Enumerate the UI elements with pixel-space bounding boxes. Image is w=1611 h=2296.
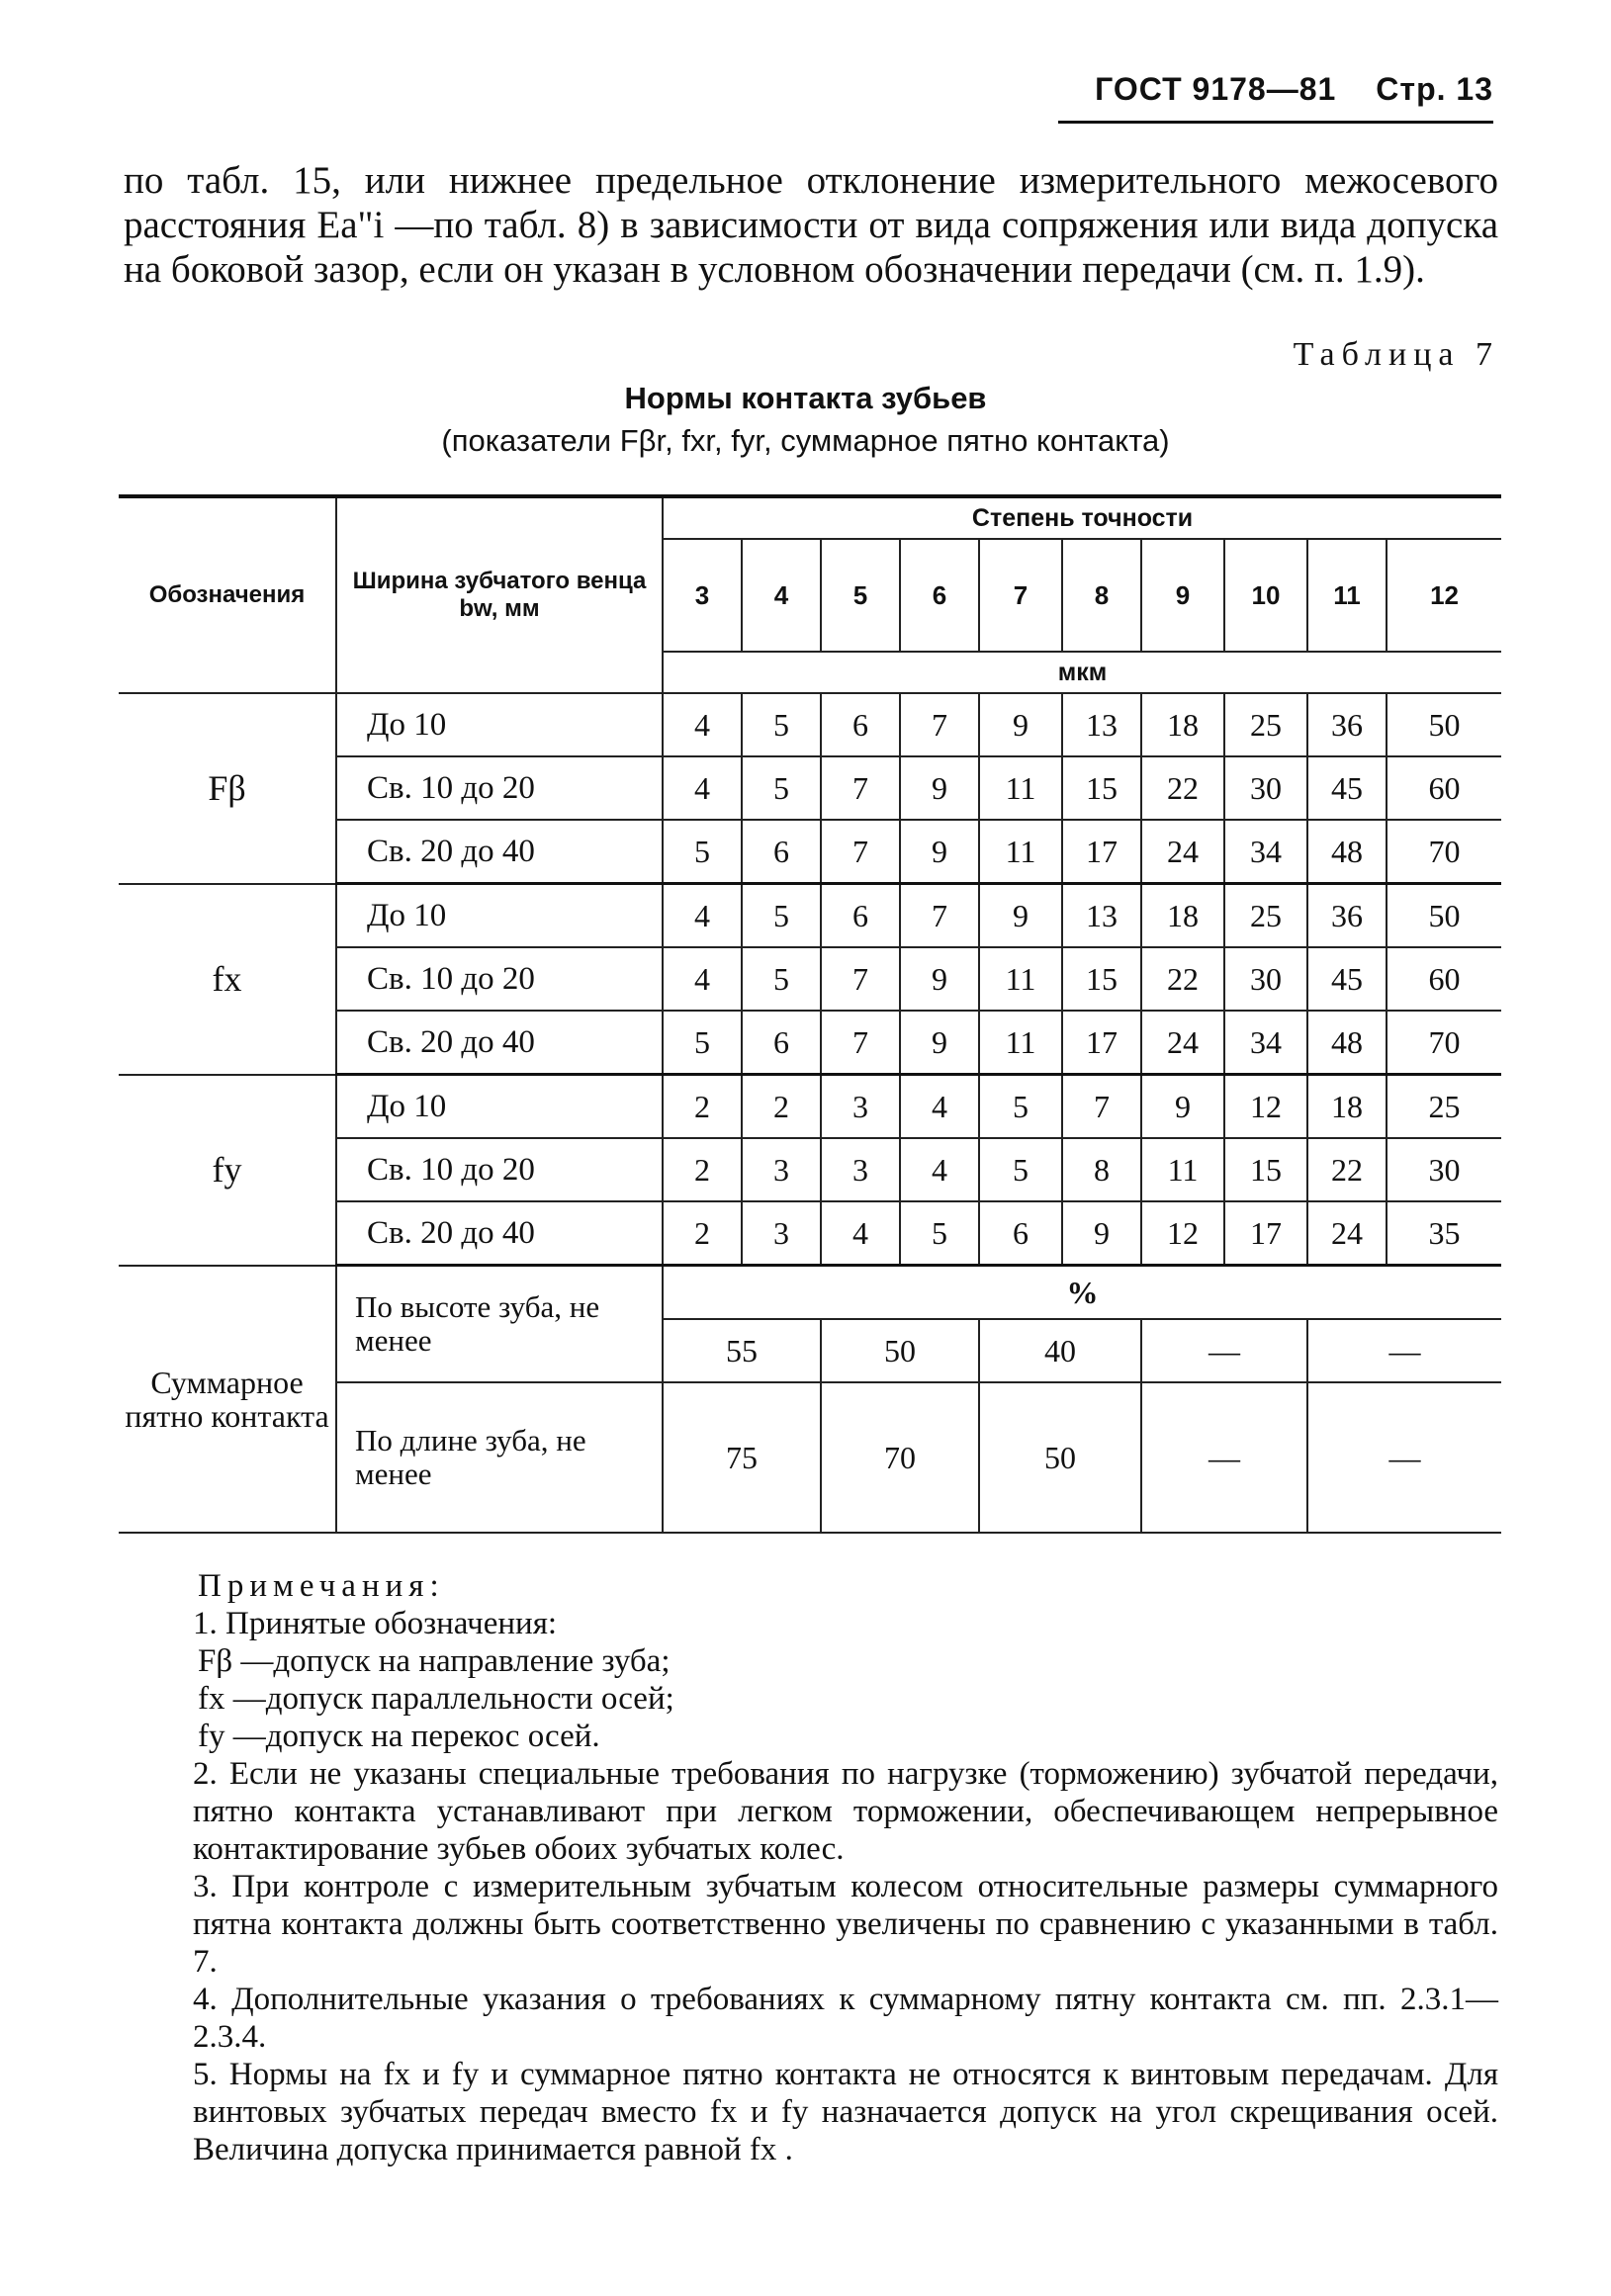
value-cell: 34: [1224, 1011, 1307, 1075]
length-value: —: [1141, 1382, 1307, 1533]
value-cell: 11: [979, 947, 1062, 1011]
grade-header: 10: [1224, 539, 1307, 652]
value-cell: 30: [1224, 947, 1307, 1011]
height-value: 40: [979, 1319, 1141, 1382]
value-cell: 5: [663, 820, 742, 884]
value-cell: 3: [821, 1138, 900, 1201]
grade-header: 11: [1307, 539, 1387, 652]
grade-header: 9: [1141, 539, 1224, 652]
value-cell: 7: [821, 1011, 900, 1075]
value-cell: 12: [1224, 1075, 1307, 1139]
height-value: —: [1141, 1319, 1307, 1382]
notes-section: [124, 1567, 1498, 2168]
value-cell: 5: [742, 756, 821, 820]
value-cell: 7: [821, 820, 900, 884]
width-range: До 10: [336, 693, 663, 756]
width-range: Св. 20 до 40: [336, 1011, 663, 1075]
value-cell: 24: [1141, 1011, 1224, 1075]
value-cell: 6: [821, 884, 900, 948]
value-cell: 18: [1307, 1075, 1387, 1139]
note-def-fx: fx —допуск параллельности осей;: [198, 1681, 674, 1717]
height-value: 55: [663, 1319, 821, 1382]
value-cell: 5: [742, 693, 821, 756]
value-cell: 17: [1062, 820, 1141, 884]
width-header: Ширина зубчатого венца bw, мм: [336, 496, 663, 693]
note-4: 4. Дополнительные указания о требованиях к суммарному пятну контакта см. пп. 2.3.1—2.3.4.: [193, 1982, 1498, 2055]
value-cell: 4: [821, 1201, 900, 1266]
value-cell: 22: [1307, 1138, 1387, 1201]
value-cell: 17: [1062, 1011, 1141, 1075]
value-cell: 15: [1062, 756, 1141, 820]
note-def-fbeta: Fβ —допуск на направление зуба;: [198, 1643, 671, 1679]
width-range: Св. 10 до 20: [336, 756, 663, 820]
value-cell: 17: [1224, 1201, 1307, 1266]
value-cell: 4: [663, 693, 742, 756]
table-row: [119, 693, 1501, 756]
value-cell: 60: [1387, 756, 1501, 820]
value-cell: 9: [1062, 1201, 1141, 1266]
width-range: До 10: [336, 884, 663, 948]
value-cell: 9: [979, 884, 1062, 948]
value-cell: 45: [1307, 756, 1387, 820]
value-cell: 25: [1387, 1075, 1501, 1139]
grade-header: 4: [742, 539, 821, 652]
standard-number: ГОСТ 9178—81: [1095, 71, 1337, 107]
value-cell: 18: [1141, 884, 1224, 948]
value-cell: 5: [979, 1138, 1062, 1201]
value-cell: 2: [742, 1075, 821, 1139]
notes-title: Примечания:: [198, 1568, 445, 1604]
value-cell: 4: [900, 1075, 979, 1139]
value-cell: 6: [821, 693, 900, 756]
length-value: 75: [663, 1382, 821, 1533]
value-cell: 7: [1062, 1075, 1141, 1139]
width-range: Св. 20 до 40: [336, 1201, 663, 1266]
table-row: [119, 884, 1501, 948]
note-1: 1. Принятые обозначения:: [193, 1606, 558, 1641]
value-cell: 5: [663, 1011, 742, 1075]
value-cell: 15: [1224, 1138, 1307, 1201]
value-cell: 50: [1387, 884, 1501, 948]
value-cell: 25: [1224, 884, 1307, 948]
value-cell: 3: [742, 1201, 821, 1266]
grade-header: 12: [1387, 539, 1501, 652]
width-range: Св. 20 до 40: [336, 820, 663, 884]
value-cell: 4: [663, 756, 742, 820]
value-cell: 45: [1307, 947, 1387, 1011]
grade-header: 8: [1062, 539, 1141, 652]
value-cell: 18: [1141, 693, 1224, 756]
value-cell: 9: [900, 756, 979, 820]
table-label: Таблица 7: [1293, 336, 1499, 373]
value-cell: 70: [1387, 820, 1501, 884]
value-cell: 2: [663, 1201, 742, 1266]
value-cell: 11: [1141, 1138, 1224, 1201]
value-cell: 7: [900, 884, 979, 948]
note-2: 2. Если не указаны специальные требования по нагрузке (торможению) зубчатой передачи, пятно контакта устанавливают при легком торможении, обеспечивающем непрерывное контактирование зубьев обоих зубчатых колес.: [193, 1756, 1498, 1867]
value-cell: 9: [979, 693, 1062, 756]
value-cell: 36: [1307, 884, 1387, 948]
value-cell: 3: [821, 1075, 900, 1139]
table-row: [119, 1266, 1501, 1320]
value-cell: 7: [821, 947, 900, 1011]
intro-paragraph: [124, 158, 1498, 292]
value-cell: 36: [1307, 693, 1387, 756]
length-label: По длине зуба, не менее: [336, 1382, 663, 1533]
value-cell: 5: [900, 1201, 979, 1266]
value-cell: 9: [900, 820, 979, 884]
value-cell: 5: [742, 884, 821, 948]
value-cell: 7: [821, 756, 900, 820]
value-cell: 11: [979, 820, 1062, 884]
note-3: 3. При контроле с измерительным зубчатым колесом относительные размеры суммарного пятна контакта должны быть соответственно увеличены по сравнению с указанными в табл. 7.: [193, 1869, 1498, 1980]
value-cell: 4: [900, 1138, 979, 1201]
header-rule: [1058, 121, 1493, 124]
unit-mkm: мкм: [663, 652, 1501, 693]
height-value: —: [1307, 1319, 1501, 1382]
designation-symbol: Fβ: [119, 693, 336, 884]
value-cell: 6: [742, 1011, 821, 1075]
unit-percent: %: [663, 1266, 1501, 1320]
value-cell: 6: [979, 1201, 1062, 1266]
value-cell: 9: [1141, 1075, 1224, 1139]
value-cell: 12: [1141, 1201, 1224, 1266]
value-cell: 13: [1062, 693, 1141, 756]
grade-header: 3: [663, 539, 742, 652]
width-range: Св. 10 до 20: [336, 1138, 663, 1201]
value-cell: 70: [1387, 1011, 1501, 1075]
degree-header: Степень точности: [663, 496, 1501, 539]
designation-symbol: fx: [119, 884, 336, 1075]
height-value: 50: [821, 1319, 979, 1382]
contact-norms-table: [119, 494, 1501, 1534]
table-row: [119, 1075, 1501, 1139]
value-cell: 9: [900, 947, 979, 1011]
value-cell: 48: [1307, 820, 1387, 884]
value-cell: 5: [742, 947, 821, 1011]
intro-text: по табл. 15, или нижнее предельное отклонение измерительного межосевого расстояния Ea"i —по табл. 8) в зависимости от вида сопряжения или вида допуска на боковой зазор, если он указан в условном обозначении передачи (см. п. 1.9).: [124, 159, 1498, 291]
value-cell: 4: [663, 947, 742, 1011]
value-cell: 11: [979, 756, 1062, 820]
grade-header: 6: [900, 539, 979, 652]
value-cell: 3: [742, 1138, 821, 1201]
value-cell: 6: [742, 820, 821, 884]
value-cell: 9: [900, 1011, 979, 1075]
value-cell: 22: [1141, 756, 1224, 820]
note-5: 5. Нормы на fx и fy и суммарное пятно контакта не относятся к винтовым передачам. Для винтовых зубчатых передач вместо fx и fy назначается допуск на угол скрещивания осей. Величина допуска принимается равной fx .: [193, 2057, 1498, 2167]
table-body: [119, 693, 1501, 1533]
value-cell: 34: [1224, 820, 1307, 884]
grade-header: 7: [979, 539, 1062, 652]
value-cell: 30: [1387, 1138, 1501, 1201]
table-subtitle: (показатели Fβr, fxr, fyr, суммарное пятно контакта): [441, 423, 1170, 458]
value-cell: 30: [1224, 756, 1307, 820]
length-value: 70: [821, 1382, 979, 1533]
value-cell: 15: [1062, 947, 1141, 1011]
value-cell: 25: [1224, 693, 1307, 756]
length-value: 50: [979, 1382, 1141, 1533]
value-cell: 48: [1307, 1011, 1387, 1075]
value-cell: 35: [1387, 1201, 1501, 1266]
value-cell: 22: [1141, 947, 1224, 1011]
value-cell: 7: [900, 693, 979, 756]
value-cell: 2: [663, 1138, 742, 1201]
designation-header: Обозначения: [119, 496, 336, 693]
table-title: Нормы контакта зубьев: [624, 381, 987, 415]
value-cell: 2: [663, 1075, 742, 1139]
note-def-fy: fy —допуск на перекос осей.: [198, 1719, 600, 1754]
value-cell: 5: [979, 1075, 1062, 1139]
contact-label: Суммарное пятно контакта: [119, 1266, 336, 1534]
grade-header: 5: [821, 539, 900, 652]
height-label: По высоте зуба, не менее: [336, 1266, 663, 1383]
running-header: [1058, 71, 1493, 108]
value-cell: 24: [1141, 820, 1224, 884]
value-cell: 50: [1387, 693, 1501, 756]
width-range: Св. 10 до 20: [336, 947, 663, 1011]
value-cell: 4: [663, 884, 742, 948]
value-cell: 60: [1387, 947, 1501, 1011]
designation-symbol: fy: [119, 1075, 336, 1266]
length-value: —: [1307, 1382, 1501, 1533]
value-cell: 13: [1062, 884, 1141, 948]
header-row-degree: [119, 496, 1501, 539]
value-cell: 8: [1062, 1138, 1141, 1201]
value-cell: 11: [979, 1011, 1062, 1075]
page-number: Стр. 13: [1376, 71, 1493, 107]
width-range: До 10: [336, 1075, 663, 1139]
value-cell: 24: [1307, 1201, 1387, 1266]
